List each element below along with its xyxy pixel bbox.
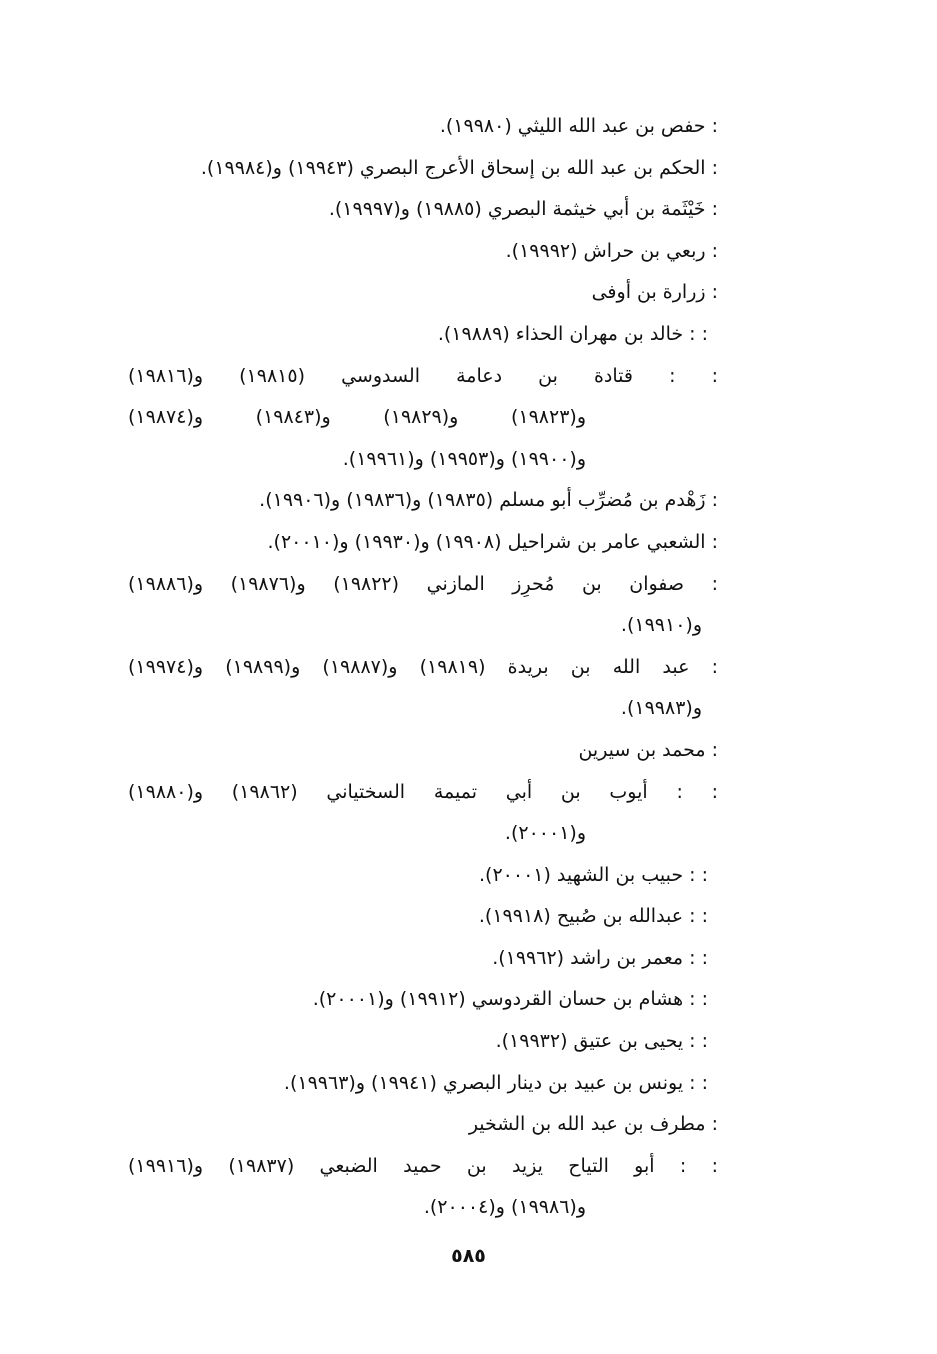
entry-line: : ربعي بن حراش (١٩٩٩٢). [505,239,718,262]
continuation-line: و(١٩٨٢٣) و(١٩٨٢٩) و(١٩٨٤٣) و(١٩٨٧٤) [128,406,587,429]
continuation-line: و(١٩٩٠٠) و(١٩٩٥٣) و(١٩٩٦١). [342,447,586,470]
continuation-line: و(٢٠٠٠١). [504,822,586,845]
entry-line: : الحكم بن عبد الله بن إسحاق الأعرج البصري (١٩٩٤٣) و(١٩٩٨٤). [200,156,718,179]
sub-entry-line: : : حبيب بن الشهيد (٢٠٠٠١). [479,863,708,886]
continuation-line: و(١٩٩١٠). [620,614,702,637]
entry-line: : محمد بن سيرين [578,738,718,761]
sub-entry-line: : : عبدالله بن صُبيح (١٩٩١٨). [478,905,708,928]
page-number: ٥٨٥ [451,1245,486,1267]
entry-line: : زرارة بن أوفى [591,281,718,304]
sub-entry-line: : : هشام بن حسان القردوسي (١٩٩١٢) و(٢٠٠٠١). [312,988,708,1011]
entry-line: : عبد الله بن بريدة (١٩٨١٩) و(١٩٨٨٧) و(١٩٨٩٩) و(١٩٩٧٤) [128,655,719,678]
continuation-line: و(١٩٩٨٦) و(٢٠٠٠٤). [423,1196,586,1219]
entry-line: : خَيْثَمة بن أبي خيثمة البصري (١٩٨٨٥) و(١٩٩٩٧). [328,198,718,221]
sub-entry-line: : : أيوب بن أبي تميمة السختياني (١٩٨٦٢) و(١٩٨٨٠) [128,780,718,803]
sub-entry-line: : : أبو التياح يزيد بن حميد الضبعي (١٩٨٣٧) و(١٩٩١٦) [128,1154,718,1177]
sub-entry-line: : : يونس بن عبيد بن دينار البصري (١٩٩٤١) و(١٩٩٦٣). [283,1071,708,1094]
continuation-line: و(١٩٩٨٣). [620,697,702,720]
narrator-list [128,106,718,1229]
sub-entry-line: : : خالد بن مهران الحذاء (١٩٨٨٩). [437,322,708,345]
sub-entry-line: : : يحيى بن عتيق (١٩٩٣٢). [495,1030,708,1053]
sub-entry-line: : : قتادة بن دعامة السدوسي (١٩٨١٥) و(١٩٨١٦) [128,364,718,387]
entry-line: : مطرف بن عبد الله بن الشخير [468,1113,718,1136]
entry-line: : زَهْدم بن مُضرِّب أبو مسلم (١٩٨٣٥) و(١٩٨٣٦) و(١٩٩٠٦). [259,489,718,512]
entry-line: : صفوان بن مُحرِز المازني (١٩٨٢٢) و(١٩٨٧٦) و(١٩٨٨٦) [128,572,719,595]
sub-entry-line: : : معمر بن راشد (١٩٩٦٢). [492,946,708,969]
entry-line: : حفص بن عبد الله الليثي (١٩٩٨٠). [439,115,718,137]
entry-line: : الشعبي عامر بن شراحيل (١٩٩٠٨) و(١٩٩٣٠) و(٢٠٠١٠). [267,530,718,553]
